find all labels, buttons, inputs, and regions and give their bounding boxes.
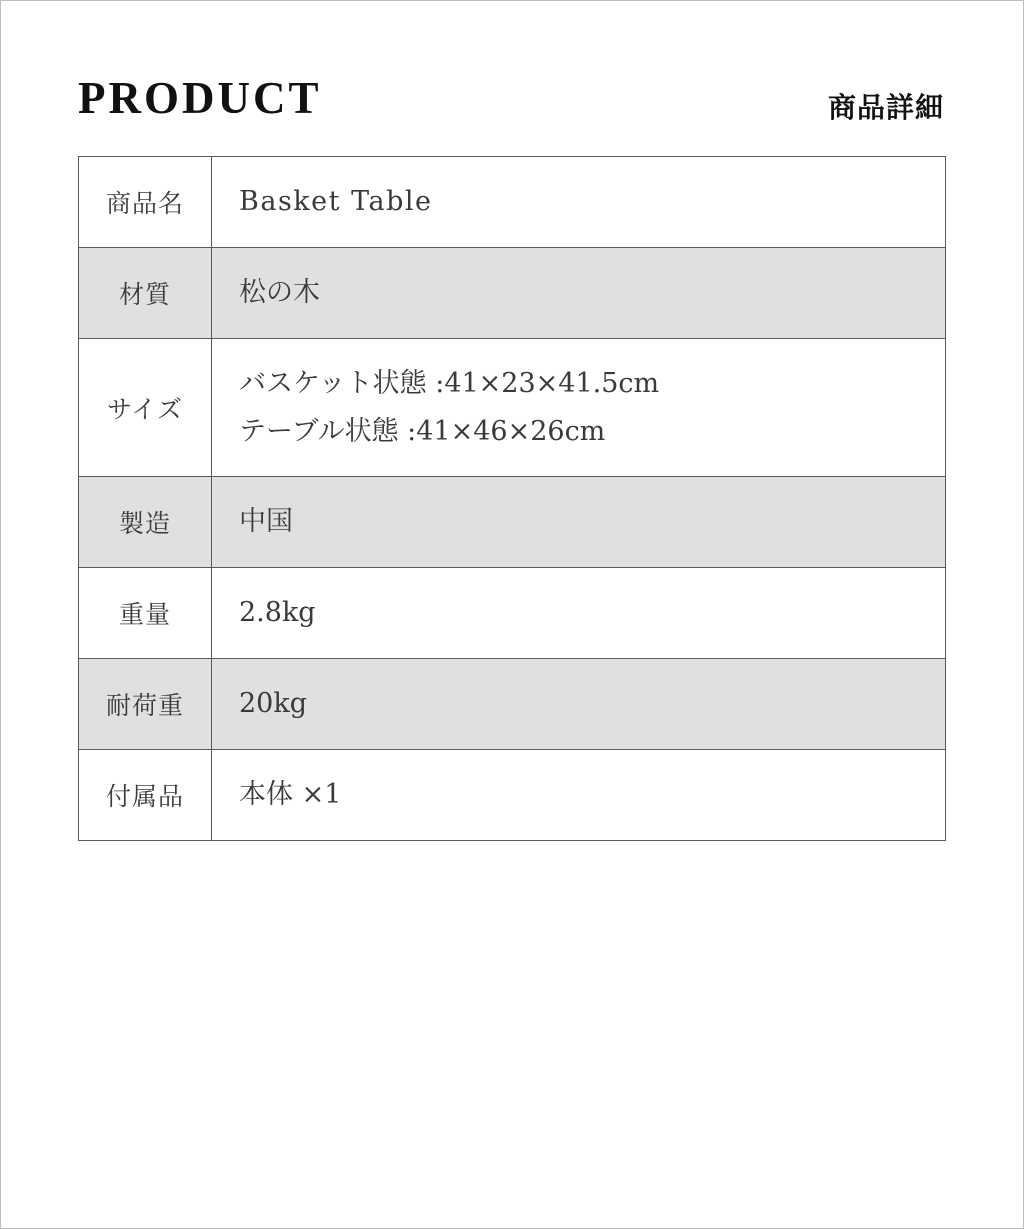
spec-value-cell — [212, 477, 946, 568]
spec-table — [78, 156, 946, 841]
spec-row-material — [79, 248, 946, 339]
spec-label: サイズ — [79, 339, 212, 477]
spec-value-cell — [212, 750, 946, 841]
spec-value: 2.8kg — [239, 597, 316, 628]
spec-value-cell — [212, 339, 946, 477]
spec-value: 20kg — [239, 688, 308, 719]
spec-value-cell — [212, 568, 946, 659]
spec-row-size — [79, 339, 946, 477]
spec-label: 製造 — [79, 477, 212, 568]
spec-value-cell — [212, 248, 946, 339]
spec-value: Basket Table — [239, 186, 433, 217]
spec-value: テーブル状態 :41×46×26cm — [239, 415, 606, 447]
spec-label: 重量 — [79, 568, 212, 659]
page-title: PRODUCT — [78, 73, 322, 123]
spec-row-load-capacity — [79, 659, 946, 750]
spec-row-weight — [79, 568, 946, 659]
spec-value: 松の木 — [239, 277, 320, 308]
spec-label: 付属品 — [79, 750, 212, 841]
spec-value: 本体 ×1 — [239, 779, 342, 810]
spec-value-cell — [212, 157, 946, 248]
page-subtitle: 商品詳細 — [827, 91, 944, 124]
spec-label: 商品名 — [79, 157, 212, 248]
spec-value-cell — [212, 659, 946, 750]
spec-label: 材質 — [79, 248, 212, 339]
spec-row-origin — [79, 477, 946, 568]
spec-row-product-name — [79, 157, 946, 248]
spec-value: バスケット状態 :41×23×41.5cm — [239, 367, 660, 399]
spec-value: 中国 — [239, 506, 293, 537]
spec-row-accessories — [79, 750, 946, 841]
header — [78, 70, 946, 130]
spec-label: 耐荷重 — [79, 659, 212, 750]
